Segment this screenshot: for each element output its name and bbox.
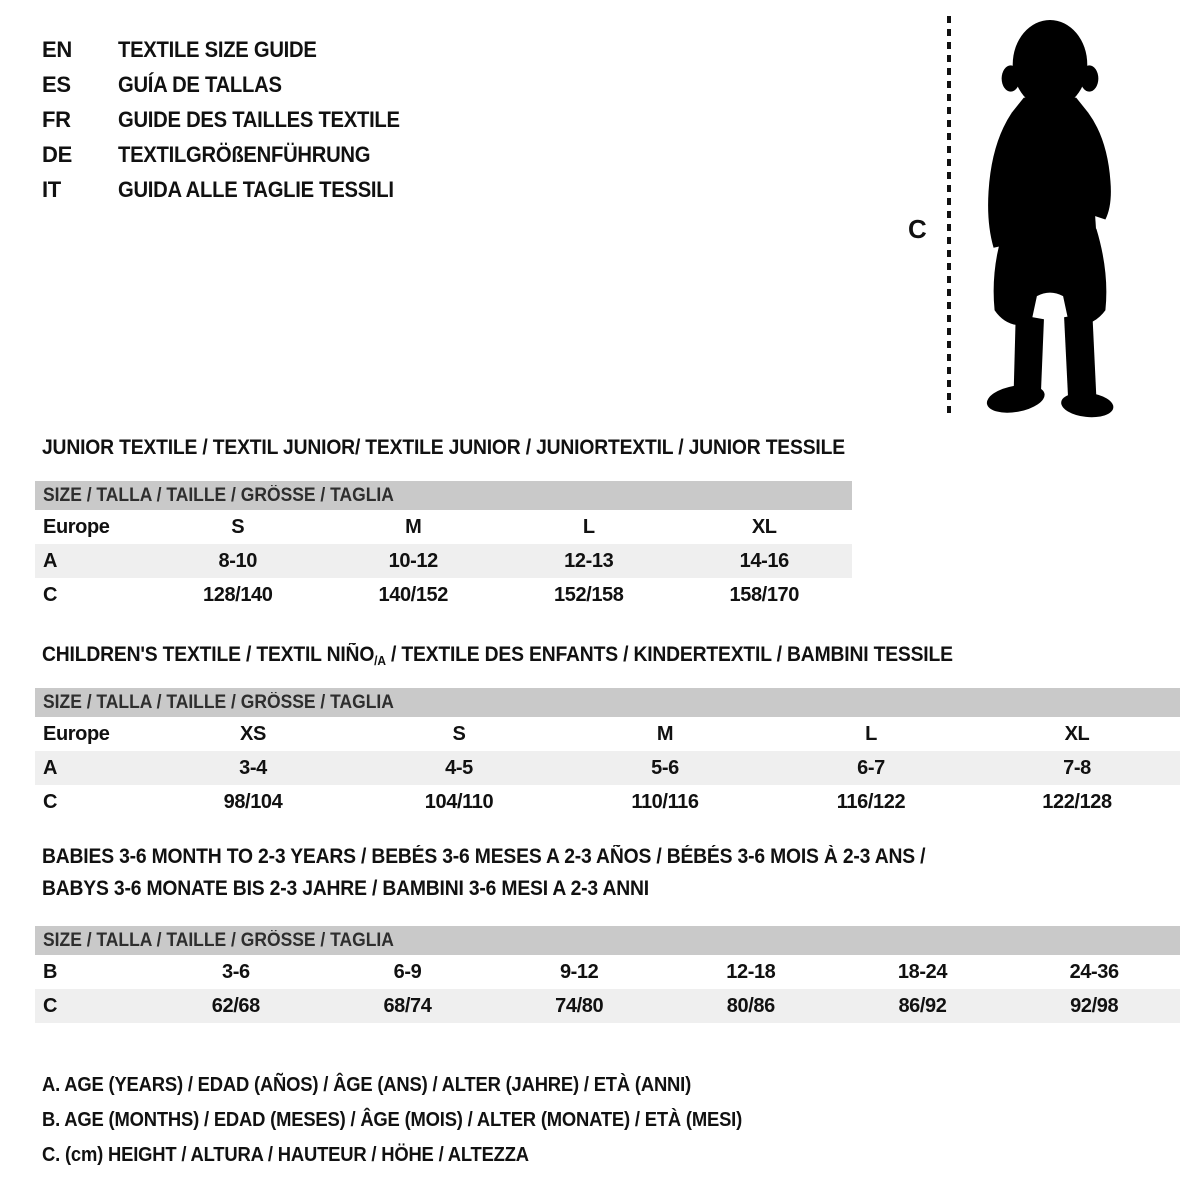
row-label-cell: B (43, 960, 58, 983)
column-header-cell: XL (1064, 722, 1090, 745)
column-header-cell: XL (751, 515, 777, 538)
value-cell: 12-13 (564, 549, 614, 572)
table-header-row (35, 717, 1180, 751)
value-cell: 10-12 (388, 549, 438, 572)
table-header-row (35, 510, 852, 544)
row-label-cell: A (43, 549, 58, 572)
column-header-cell: Europe (43, 515, 110, 538)
language-code: IT (42, 176, 61, 202)
legend-line-a: A. AGE (YEARS) / EDAD (AÑOS) / ÂGE (ANS) / ALTER (JAHRE) / ETÀ (ANNI) (42, 1074, 692, 1096)
language-row-es (42, 67, 424, 102)
column-header-cell: L (865, 722, 877, 745)
value-cell: 98/104 (223, 790, 283, 813)
size-header-bar (35, 481, 852, 510)
value-cell: 152/158 (554, 583, 624, 606)
value-cell: 80/86 (726, 994, 775, 1017)
table-row-age (35, 751, 1180, 785)
language-code: FR (42, 106, 71, 132)
value-cell: 104/110 (424, 790, 494, 813)
table-row-height (35, 989, 1180, 1023)
junior-size-table (35, 481, 852, 612)
size-header-label: SIZE / TALLA / TAILLE / GRÖSSE / TAGLIA (43, 929, 394, 951)
value-cell: 62/68 (211, 994, 260, 1017)
table-row-months (35, 955, 1180, 989)
junior-section-title: JUNIOR TEXTILE / TEXTIL JUNIOR/ TEXTILE JUNIOR / JUNIORTEXTIL / JUNIOR TESSILE (42, 436, 845, 459)
language-title: GUIDA ALLE TAGLIE TESSILI (118, 176, 394, 202)
language-title: TEXTILGRÖßENFÜHRUNG (118, 141, 371, 167)
value-cell: 140/152 (378, 583, 448, 606)
height-figure (900, 0, 1200, 430)
table-row-age (35, 544, 852, 578)
language-code: ES (42, 71, 71, 97)
size-header-label: SIZE / TALLA / TAILLE / GRÖSSE / TAGLIA (43, 691, 394, 713)
value-cell: 116/122 (836, 790, 906, 813)
size-header-bar (35, 688, 1180, 717)
row-label-cell: A (43, 756, 58, 779)
column-header-cell: S (452, 722, 466, 745)
children-size-table (35, 688, 1180, 819)
value-cell: 74/80 (555, 994, 604, 1017)
value-cell: 14-16 (739, 549, 789, 572)
language-row-de (42, 137, 424, 172)
row-label-cell: C (43, 994, 58, 1017)
value-cell: 24-36 (1069, 960, 1119, 983)
value-cell: 68/74 (383, 994, 432, 1017)
value-cell: 18-24 (897, 960, 948, 983)
value-cell: 4-5 (445, 756, 473, 779)
value-cell: 5-6 (651, 756, 679, 779)
language-code: EN (42, 36, 72, 62)
row-label-cell: C (43, 583, 58, 606)
value-cell: 122/128 (1042, 790, 1112, 813)
value-cell: 128/140 (203, 583, 273, 606)
column-header-cell: L (582, 515, 595, 538)
value-cell: 3-4 (239, 756, 267, 779)
value-cell: 158/170 (729, 583, 799, 606)
column-header-cell: M (656, 722, 674, 745)
language-title-list (42, 32, 424, 207)
row-label-cell: C (43, 790, 58, 813)
value-cell: 3-6 (221, 960, 250, 983)
value-cell: 9-12 (559, 960, 599, 983)
value-cell: 12-18 (726, 960, 776, 983)
table-row-height (35, 578, 852, 612)
value-cell: 6-9 (393, 960, 422, 983)
value-cell: 6-7 (857, 756, 885, 779)
size-header-bar (35, 926, 1180, 955)
value-cell: 8-10 (218, 549, 257, 572)
children-section-title: CHILDREN'S TEXTILE / TEXTIL $NIÑO_{/A}$ / TEXTILE DES ENFANTS / KINDERTEXTIL / BAMBINI TESSILE (42, 643, 953, 668)
height-dashed-line (947, 16, 951, 418)
height-measure-label: C (908, 214, 927, 244)
babies-size-table (35, 926, 1180, 1023)
value-cell: 86/92 (898, 994, 947, 1017)
column-header-cell: M (405, 515, 422, 538)
legend-line-c: C. (cm) HEIGHT / ALTURA / HAUTEUR / HÖHE / ALTEZZA (42, 1144, 529, 1166)
babies-section-title-line2: BABYS 3-6 MONATE BIS 2-3 JAHRE / BAMBINI 3-6 MESI A 2-3 ANNI (42, 877, 649, 900)
toddler-silhouette-icon (962, 12, 1140, 420)
column-header-cell: XS (240, 722, 266, 745)
value-cell: 7-8 (1063, 756, 1091, 779)
nino-a-subscript: /A (374, 653, 386, 668)
language-row-it (42, 172, 424, 207)
language-title: GUÍA DE TALLAS (118, 71, 282, 97)
column-header-cell: S (231, 515, 245, 538)
language-code: DE (42, 141, 72, 167)
table-row-height (35, 785, 1180, 819)
language-title: GUIDE DES TAILLES TEXTILE (118, 106, 400, 132)
language-row-fr (42, 102, 424, 137)
legend-line-b: B. AGE (MONTHS) / EDAD (MESES) / ÂGE (MOIS) / ALTER (MONATE) / ETÀ (MESI) (42, 1109, 743, 1131)
column-header-cell: Europe (43, 722, 110, 745)
value-cell: 92/98 (1070, 994, 1119, 1017)
measurement-legend (42, 1068, 803, 1173)
language-row-en (42, 32, 424, 67)
babies-section-title-line1: BABIES 3-6 MONTH TO 2-3 YEARS / BEBÉS 3-6 MESES A 2-3 AÑOS / BÉBÉS 3-6 MOIS À 2-3 ANS / (42, 845, 926, 868)
size-header-label: SIZE / TALLA / TAILLE / GRÖSSE / TAGLIA (43, 484, 394, 506)
value-cell: 110/116 (631, 790, 699, 813)
language-title: TEXTILE SIZE GUIDE (118, 36, 317, 62)
